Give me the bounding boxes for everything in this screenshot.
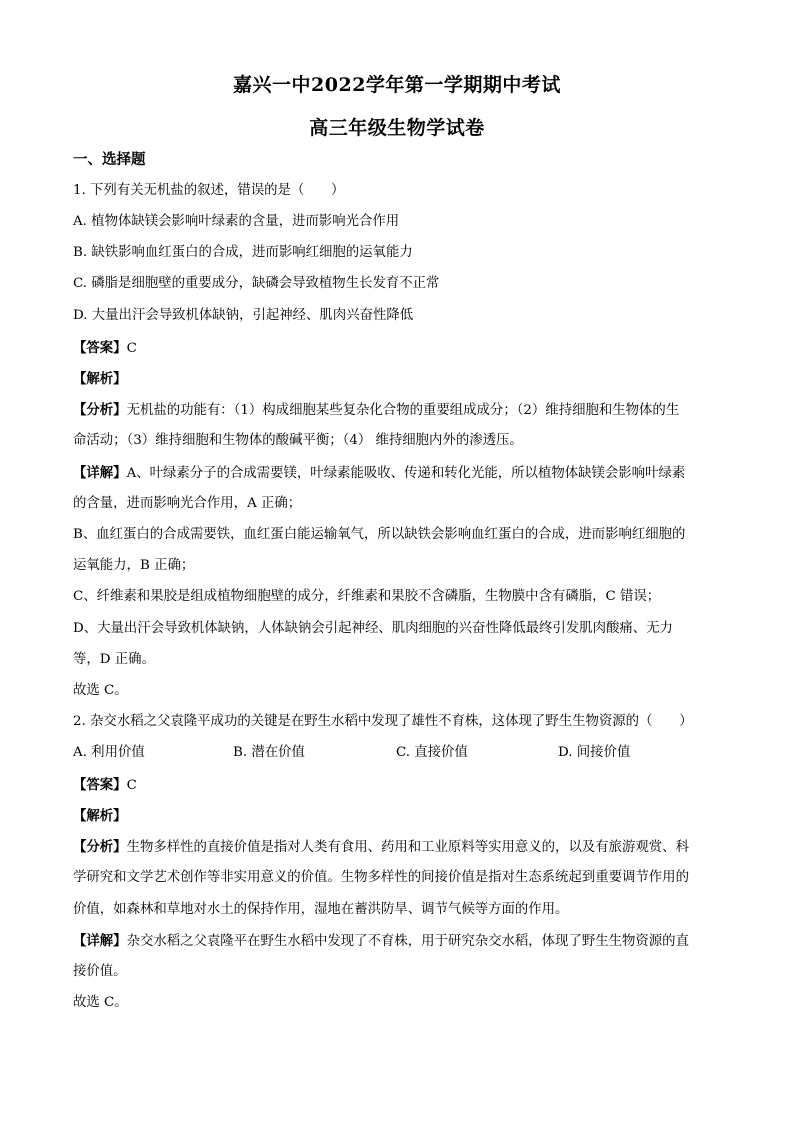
question-1-answer	[73, 338, 137, 359]
question-2-option-a: A. 利用价值	[73, 745, 145, 760]
question-1-xiangjie-line-1: 【详解】A、叶绿素分子的合成需要镁，叶绿素能吸收、传递和转化光能，所以植物体缺镁会影响叶绿素	[73, 465, 686, 481]
xiangjie-tag: 【详解】	[73, 465, 127, 481]
fenxi-tag: 【分析】	[73, 402, 127, 418]
question-2-fenxi-line-2: 学研究和文学艺术创作等非实用意义的价值。生物多样性的间接价值是指对生态系统起到重要调节作用的	[73, 870, 689, 885]
question-1-fenxi-line-2: 命活动；（3）维持细胞和生物体的酸碱平衡；（4） 维持细胞内外的渗透压。	[73, 433, 523, 448]
question-1-option-d: D. 大量出汗会导致机体缺钠，引起神经、肌肉兴奋性降低	[73, 308, 414, 323]
question-1-option-a: A. 植物体缺镁会影响叶绿素的含量，进而影响光合作用	[73, 214, 400, 229]
exam-subtitle: 高三年级生物学试卷	[309, 117, 485, 139]
question-1-option-c: C. 磷脂是细胞壁的重要成分，缺磷会导致植物生长发育不正常	[73, 276, 440, 291]
section-heading: 一、选择题	[73, 151, 146, 168]
question-2-fenxi-line-3: 价值，如森林和草地对水土的保持作用，湿地在蓄洪防旱、调节气候等方面的作用。	[73, 902, 569, 917]
question-1-xiangjie-line-4: 运氧能力，B 正确；	[73, 558, 195, 573]
answer-value: C	[126, 778, 137, 793]
question-1-option-b: B. 缺铁影响血红蛋白的合成，进而影响红细胞的运氧能力	[73, 245, 413, 260]
answer-value: C	[126, 341, 137, 356]
question-2-xiangjie-line-2: 接价值。	[73, 964, 127, 979]
question-2-option-b: B. 潜在价值	[233, 745, 305, 760]
question-1-xiangjie-line-6: D、大量出汗会导致机体缺钠，人体缺钠会引起神经、肌肉细胞的兴奋性降低最终引发肌肉酸痛、无力	[73, 621, 673, 636]
question-2-conclusion: 故选 C。	[73, 995, 128, 1010]
question-2-option-d: D. 间接价值	[558, 745, 631, 760]
question-2-analysis-tag: 【解析】	[73, 808, 127, 824]
question-1-xiangjie-line-7: 等，D 正确。	[73, 652, 155, 667]
question-1-xiangjie-line-5: C、纤维素和果胶是组成植物细胞壁的成分，纤维素和果胶不含磷脂，生物膜中含有磷脂，C 错误；	[73, 589, 661, 604]
question-1-fenxi-line-1: 【分析】无机盐的功能有：（1）构成细胞某些复杂化合物的重要组成成分；（2）维持细胞和生物体的生	[73, 402, 680, 418]
question-2-fenxi-line-1: 【分析】生物多样性的直接价值是指对人类有食用、药用和工业原料等实用意义的，以及有旅游观赏、科	[73, 839, 689, 855]
question-2-answer	[73, 775, 137, 796]
exam-title: 嘉兴一中2022学年第一学期期中考试	[233, 74, 561, 96]
question-1-xiangjie-line-3: B、血红蛋白的合成需要铁，血红蛋白能运输氧气，所以缺铁会影响血红蛋白的合成，进而影响红细胞的	[73, 527, 686, 542]
xiangjie-tag: 【详解】	[73, 933, 127, 949]
question-1-stem: 1. 下列有关无机盐的叙述，错误的是（ ）	[73, 183, 345, 198]
fenxi-tag: 【分析】	[73, 839, 127, 855]
question-1-analysis-tag: 【解析】	[73, 371, 127, 387]
question-2-option-c: C. 直接价值	[396, 745, 468, 760]
answer-tag: 【答案】	[73, 777, 127, 793]
question-1-conclusion: 故选 C。	[73, 683, 128, 698]
question-1-xiangjie-line-2: 的含量，进而影响光合作用，A 正确；	[73, 496, 302, 511]
question-2-stem: 2. 杂交水稻之父袁隆平成功的关键是在野生水稻中发现了雄性不育株，这体现了野生生物资源的（ ）	[73, 714, 693, 729]
answer-tag: 【答案】	[73, 340, 127, 356]
question-2-xiangjie-line-1: 【详解】杂交水稻之父袁隆平在野生水稻中发现了不育株，用于研究杂交水稻，体现了野生生物资源的直	[73, 933, 689, 949]
